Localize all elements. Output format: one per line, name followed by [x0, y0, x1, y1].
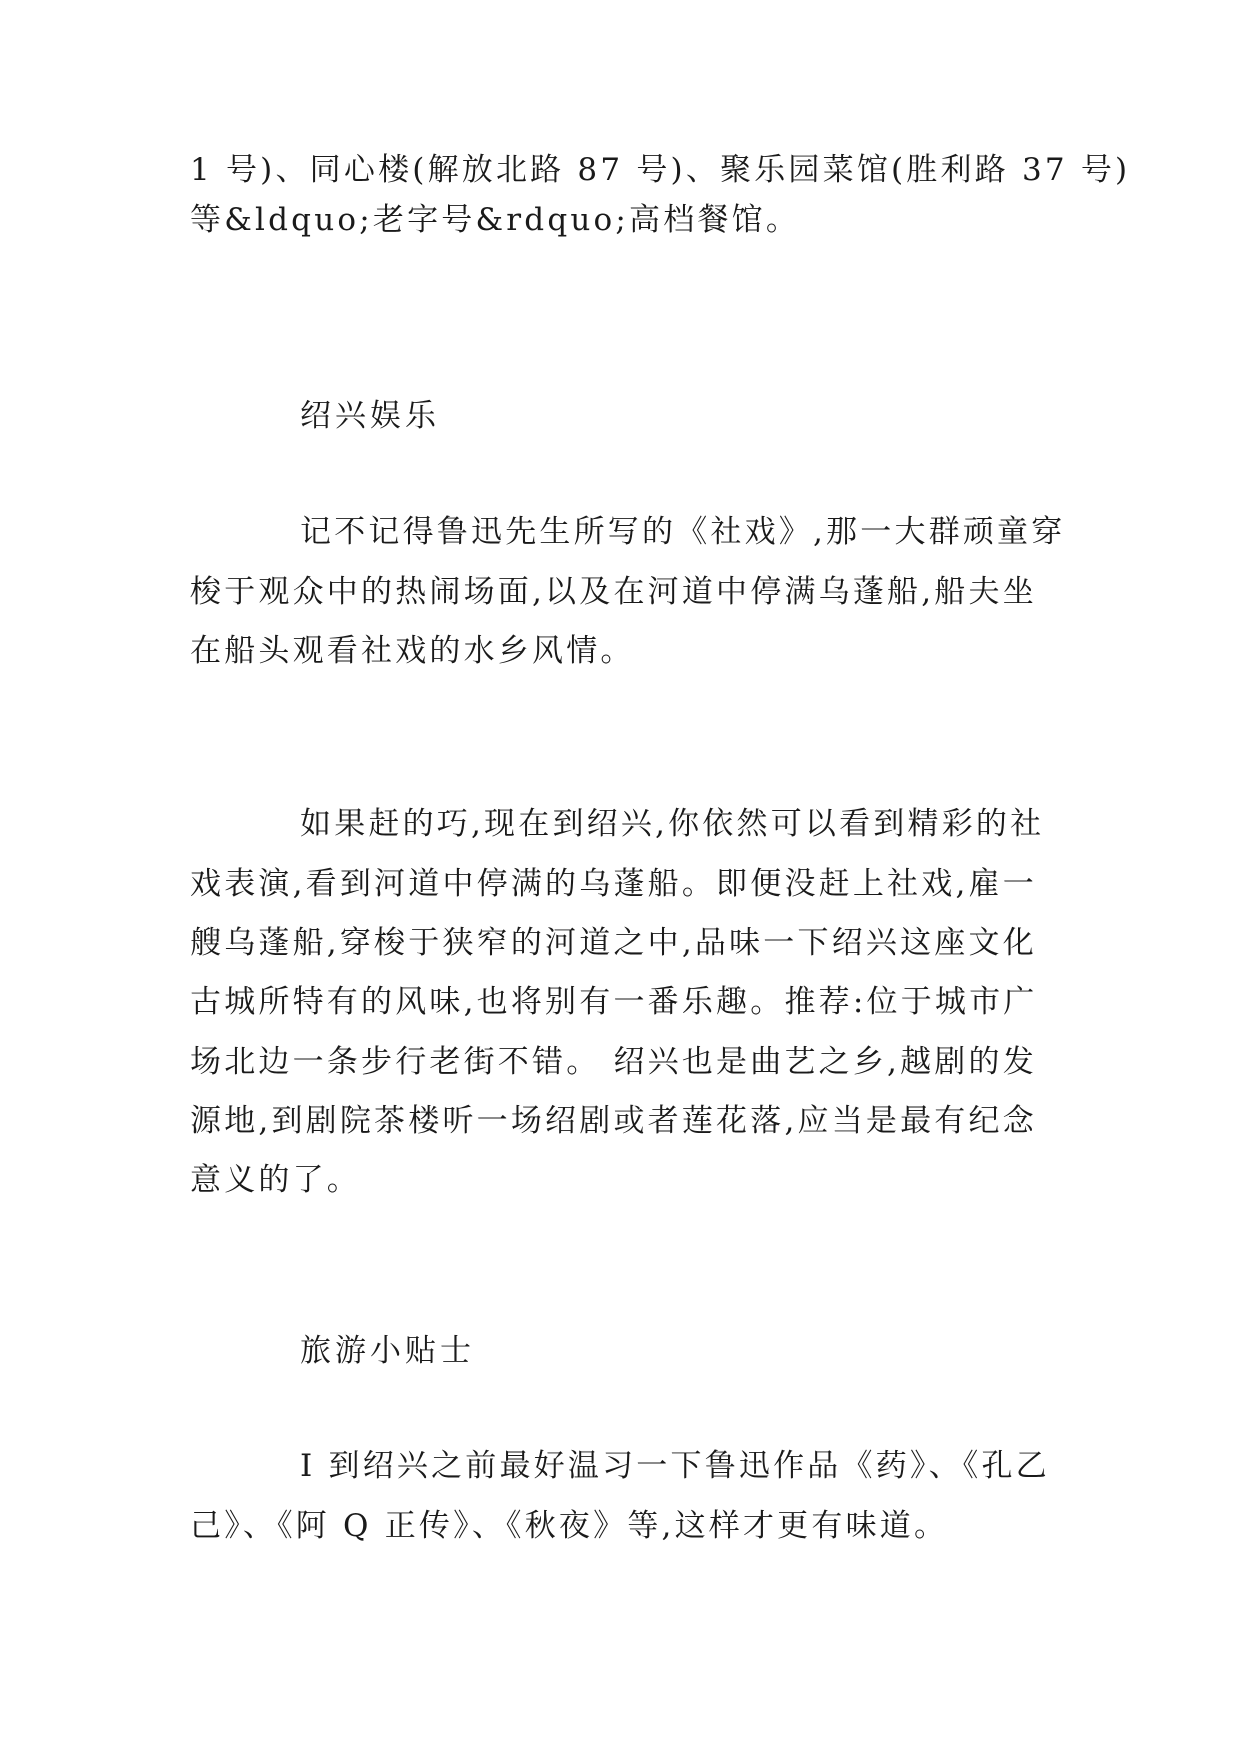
text-line: 己》、《阿 Q 正传》、《秋夜》等,这样才更有味道。	[190, 1508, 949, 1544]
text-line: 在船头观看社戏的水乡风情。	[190, 633, 635, 669]
text-line: Ⅰ 到绍兴之前最好温习一下鲁迅作品《药》、《孔乙	[300, 1448, 1050, 1484]
text-line: 古城所特有的风味,也将别有一番乐趣。推荐:位于城市广	[190, 984, 1038, 1020]
text-line: 记不记得鲁迅先生所写的《社戏》,那一大群顽童穿	[300, 514, 1066, 550]
text-line: 如果赶的巧,现在到绍兴,你依然可以看到精彩的社	[300, 806, 1045, 842]
text-line: 意义的了。	[190, 1162, 361, 1198]
text-line: 1 号)、同心楼(解放北路 87 号)、聚乐园菜馆(胜利路 37 号)	[190, 152, 1131, 188]
text-line: 戏表演,看到河道中停满的乌蓬船。即便没赶上社戏,雇一	[190, 866, 1037, 902]
text-line: 梭于观众中的热闹场面,以及在河道中停满乌蓬船,船夫坐	[190, 574, 1037, 610]
text-line: 场北边一条步行老街不错。 绍兴也是曲艺之乡,越剧的发	[190, 1044, 1037, 1080]
text-line: 源地,到剧院茶楼听一场绍剧或者莲花落,应当是最有纪念	[190, 1103, 1037, 1139]
section-heading-entertainment: 绍兴娱乐	[300, 398, 440, 434]
section-heading-travel-tips: 旅游小贴士	[300, 1333, 475, 1369]
text-line: 艘乌蓬船,穿梭于狭窄的河道之中,品味一下绍兴这座文化	[190, 925, 1037, 961]
text-line: 等&ldquo;老字号&rdquo;高档餐馆。	[190, 202, 801, 238]
